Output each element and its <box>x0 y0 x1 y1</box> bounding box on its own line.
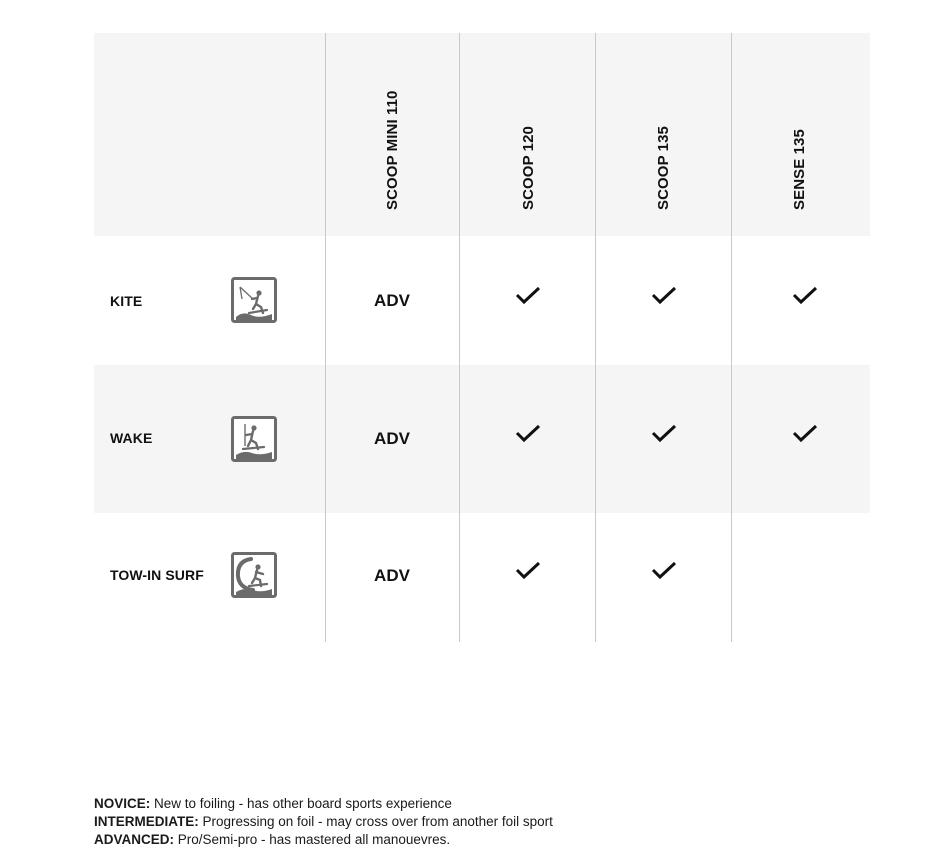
row-label-wake: WAKE <box>110 430 153 446</box>
row-label-tow-in-surf: TOW-IN SURF <box>110 567 204 583</box>
legend-advanced: ADVANCED: Pro/Semi-pro - has mastered all manouevres. <box>94 832 451 847</box>
check-icon <box>515 561 541 581</box>
cell-adv: ADV <box>374 566 410 585</box>
row-label-kite: KITE <box>110 293 143 309</box>
column-divider <box>325 33 326 642</box>
wake-icon <box>231 416 277 462</box>
check-icon <box>792 424 818 444</box>
header-band <box>94 33 870 236</box>
column-header-scoop-120: SCOOP 120 <box>520 125 537 210</box>
row-band-wake <box>94 365 870 513</box>
check-icon <box>651 424 677 444</box>
check-icon <box>651 561 677 581</box>
legend-intermediate: INTERMEDIATE: Progressing on foil - may cross over from another foil sport <box>94 814 553 829</box>
column-divider <box>595 33 596 642</box>
column-divider <box>459 33 460 642</box>
check-icon <box>651 286 677 306</box>
column-header-scoop-135: SCOOP 135 <box>655 125 672 210</box>
column-divider <box>731 33 732 642</box>
cell-adv: ADV <box>374 291 410 310</box>
check-icon <box>792 286 818 306</box>
legend-novice: NOVICE: New to foiling - has other board sports experience <box>94 796 452 811</box>
check-icon <box>515 424 541 444</box>
compatibility-table <box>94 33 870 642</box>
check-icon <box>515 286 541 306</box>
column-header-sense-135: SENSE 135 <box>791 129 808 210</box>
cell-adv: ADV <box>374 429 410 448</box>
tow-in-surf-icon <box>231 552 277 598</box>
kite-icon <box>231 277 277 323</box>
skill-level-legend <box>94 795 553 849</box>
column-header-scoop-mini-110: SCOOP MINI 110 <box>384 90 401 210</box>
